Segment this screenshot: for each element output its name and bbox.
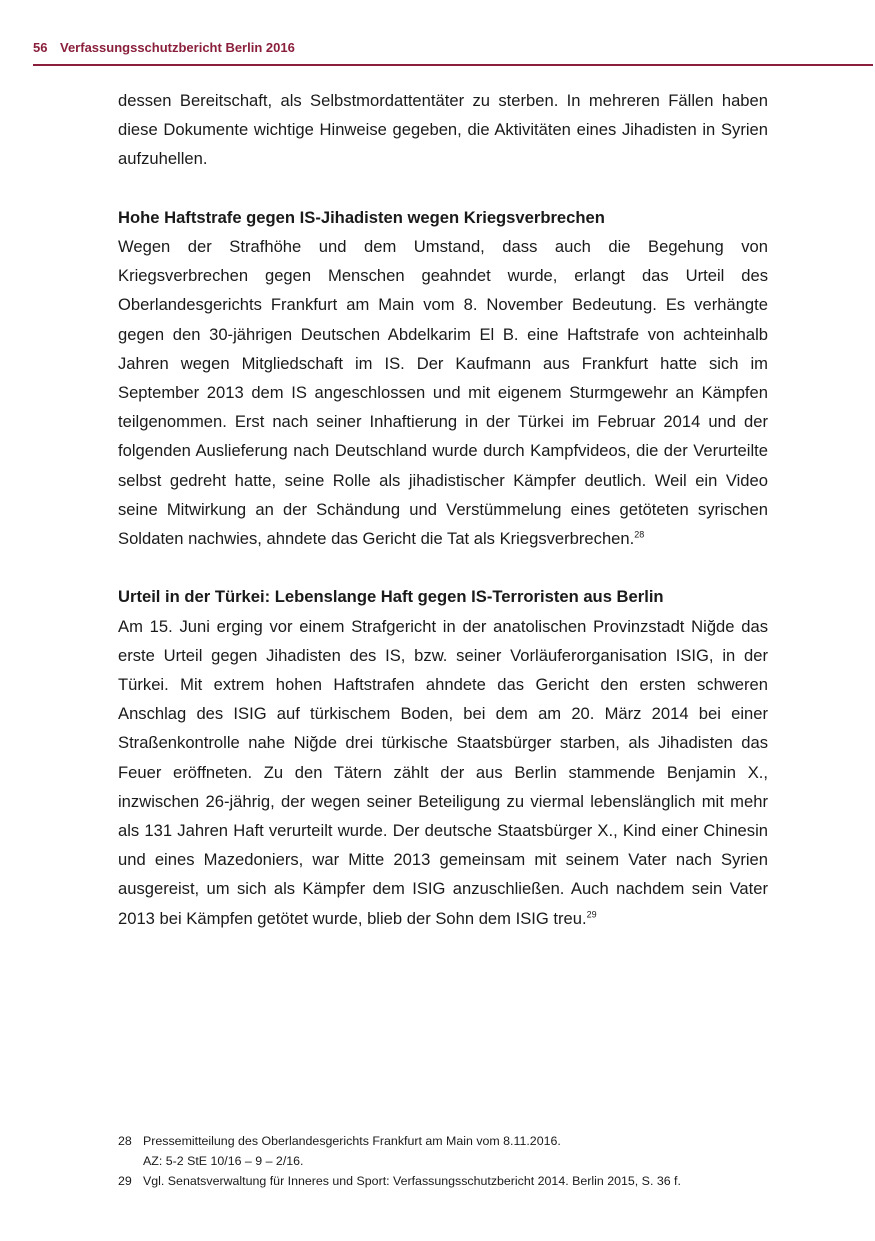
paragraph-spacer [118, 553, 768, 582]
paragraph-spacer [118, 174, 768, 203]
main-content [118, 86, 768, 933]
footnote-text: Vgl. Senatsverwaltung für Inneres und Sport: Verfassungsschutzbericht 2014. Berlin 2015, S. 36 f. [143, 1174, 681, 1188]
footnote-29 [118, 1171, 818, 1191]
page-number: 56 [33, 40, 48, 55]
intro-paragraph: dessen Bereitschaft, als Selbstmordattentäter zu sterben. In mehreren Fällen haben diese Dokumente wichtige Hinweise gegeben, die Aktivitäten eines Jihadisten in Syrien aufzuhellen. [118, 91, 768, 169]
footnote-text [143, 1131, 818, 1171]
footnote-ref-28[interactable]: 28 [634, 529, 645, 540]
footnote-ref-29[interactable]: 29 [586, 909, 597, 920]
footnote-line: Pressemitteilung des Oberlandesgerichts Frankfurt am Main vom 8.11.2016. [143, 1134, 561, 1148]
footnotes [118, 1131, 818, 1191]
section-text-turkey-verdict: Am 15. Juni erging vor einem Strafgericht in der anatolischen Provinzstadt Niğde das erste Urteil gegen Jihadisten des IS, bzw. seiner Vorläuferorganisation ISIG, in der Türkei. Mit extrem hohen Haftstrafen ahndete das Gericht den ersten schweren Anschlag des ISIG auf türkischem Boden, bei dem am 20. März 2014 bei einer Straßenkontrolle nahe Niğde drei türkische Staatsbürger starben, als Jihadisten das Feuer eröffneten. Zu den Tätern zählt der aus Berlin stammende Benjamin X., inzwischen 26-jährig, der wegen seiner Beteiligung zu viermal lebenslänglich mit mehr als 131 Jahren Haft verurteilt wurde. Der deutsche Staatsbürger X., Kind einer Chinesin und eines Mazedoniers, war Mitte 2013 gemeinsam mit seinem Vater nach Syrien ausgereist, um sich als Kämpfer dem ISIG anzuschließen. Auch nachdem sein Vater 2013 bei Kämpfen getötet wurde, blieb der Sohn dem ISIG treu. [118, 616, 768, 928]
page-header [33, 40, 873, 66]
section-paragraph-turkey-verdict [118, 612, 768, 933]
section-paragraph-war-crimes [118, 232, 768, 553]
section-heading-war-crimes: Hohe Haftstrafe gegen IS-Jihadisten wegen Kriegsverbrechen [118, 207, 605, 227]
section-text-war-crimes: Wegen der Strafhöhe und dem Umstand, dass auch die Begehung von Kriegsverbrechen gegen Menschen geahndet wurde, erlangt das Urteil des Oberlandesgerichts Frankfurt am Main vom 8. November Bedeutung. Es verhängte gegen den 30-jährigen Deutschen Abdelkarim El B. eine Haftstrafe von achteinhalb Jahren wegen Mitgliedschaft im IS. Der Kaufmann aus Frankfurt hatte sich im September 2013 dem IS angeschlossen und mit eigenem Sturmgewehr an Kämpfen teilgenommen. Erst nach seiner Inhaftierung in der Türkei im Februar 2014 und der folgenden Auslieferung nach Deutschland wurde durch Kampfvideos, die der Verurteilte selbst gedreht hatte, seine Rolle als jihadistischer Kämpfer deutlich. Weil ein Video seine Mitwirkung an der Schändung und Verstümmelung eines getöteten syrischen Soldaten nachwies, ahndete das Gericht die Tat als Kriegsverbrechen. [118, 237, 768, 549]
section-heading-turkey-verdict: Urteil in der Türkei: Lebenslange Haft gegen IS-Terroristen aus Berlin [118, 587, 664, 607]
footnote-number: 29 [118, 1174, 132, 1188]
footnote-number: 28 [118, 1134, 132, 1148]
running-header-title: Verfassungsschutzbericht Berlin 2016 [60, 40, 295, 55]
footnote-line: AZ: 5-2 StE 10/16 – 9 – 2/16. [143, 1154, 304, 1168]
footnote-28 [118, 1131, 818, 1171]
